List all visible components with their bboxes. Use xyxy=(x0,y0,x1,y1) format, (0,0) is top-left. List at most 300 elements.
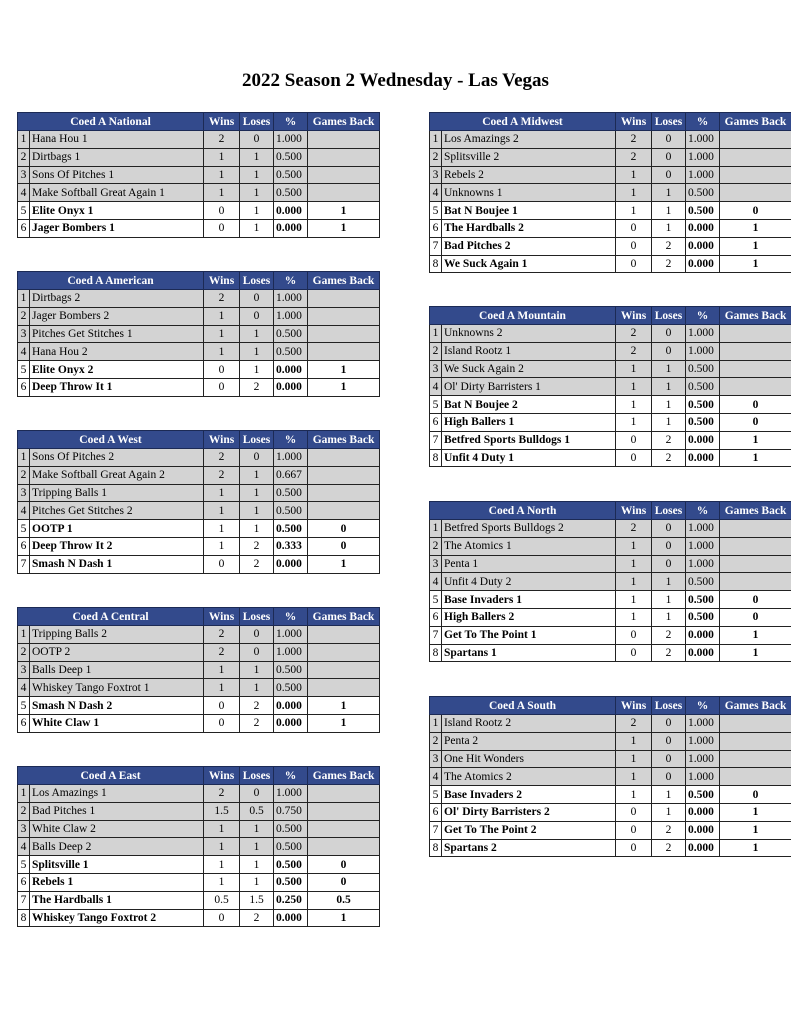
loses-cell: 0 xyxy=(652,537,686,555)
pct-cell: 0.000 xyxy=(686,626,720,644)
wins-cell: 0.5 xyxy=(204,891,240,909)
rank-cell: 2 xyxy=(18,307,30,325)
rank-cell: 2 xyxy=(430,537,442,555)
loses-cell: 2 xyxy=(240,537,274,555)
games-back-cell: 1 xyxy=(720,821,791,839)
loses-cell: 2 xyxy=(652,626,686,644)
pct-cell: 0.250 xyxy=(274,891,308,909)
games-back-cell xyxy=(308,184,380,202)
rank-cell: 4 xyxy=(430,768,442,786)
pct-cell: 0.500 xyxy=(274,873,308,891)
team-name-cell: Hana Hou 2 xyxy=(30,343,204,361)
table-row xyxy=(430,839,791,857)
rank-cell: 7 xyxy=(430,626,442,644)
games-back-cell xyxy=(720,360,791,378)
team-name-cell: Hana Hou 1 xyxy=(30,131,204,149)
loses-cell: 2 xyxy=(240,378,274,396)
loses-cell: 1 xyxy=(240,679,274,697)
games-back-cell xyxy=(308,838,380,856)
table-row xyxy=(18,378,380,396)
pct-cell: 0.500 xyxy=(686,378,720,396)
wins-cell: 1 xyxy=(204,520,240,538)
team-name-cell: Balls Deep 1 xyxy=(30,661,204,679)
team-name-cell: Dirtbags 1 xyxy=(30,148,204,166)
pct-cell: 0.500 xyxy=(686,786,720,804)
rank-cell: 1 xyxy=(18,449,30,467)
team-name-cell: Rebels 2 xyxy=(442,166,616,184)
loses-cell: 0 xyxy=(652,732,686,750)
division-name-header: Coed A East xyxy=(18,767,204,785)
loses-header: Loses xyxy=(240,608,274,626)
table-row xyxy=(18,466,380,484)
loses-header: Loses xyxy=(652,697,686,715)
rank-cell: 5 xyxy=(18,361,30,379)
table-row xyxy=(18,184,380,202)
games-back-cell xyxy=(720,768,791,786)
loses-cell: 0 xyxy=(652,148,686,166)
games-back-cell: 1 xyxy=(720,449,791,467)
wins-cell: 0 xyxy=(616,449,652,467)
pct-cell: 1.000 xyxy=(686,537,720,555)
team-name-cell: Ol' Dirty Barristers 2 xyxy=(442,803,616,821)
loses-cell: 2 xyxy=(240,697,274,715)
loses-cell: 0 xyxy=(652,768,686,786)
rank-cell: 6 xyxy=(430,608,442,626)
wins-cell: 2 xyxy=(204,131,240,149)
table-header-row xyxy=(18,767,380,785)
pct-cell: 1.000 xyxy=(686,520,720,538)
wins-cell: 0 xyxy=(204,714,240,732)
loses-header: Loses xyxy=(652,113,686,131)
rank-cell: 8 xyxy=(18,909,30,927)
team-name-cell: High Ballers 1 xyxy=(442,413,616,431)
games-back-cell: 0 xyxy=(720,202,791,220)
table-row xyxy=(18,555,380,573)
team-name-cell: Jager Bombers 2 xyxy=(30,307,204,325)
table-row xyxy=(18,131,380,149)
table-header-row xyxy=(18,113,380,131)
team-name-cell: White Claw 1 xyxy=(30,714,204,732)
pct-header: % xyxy=(274,767,308,785)
team-name-cell: Balls Deep 2 xyxy=(30,838,204,856)
team-name-cell: Make Softball Great Again 2 xyxy=(30,466,204,484)
pct-cell: 0.000 xyxy=(686,821,720,839)
team-name-cell: Spartans 2 xyxy=(442,839,616,857)
loses-cell: 1 xyxy=(240,502,274,520)
wins-cell: 1 xyxy=(204,502,240,520)
wins-cell: 1 xyxy=(616,750,652,768)
team-name-cell: The Atomics 2 xyxy=(442,768,616,786)
wins-cell: 1 xyxy=(616,555,652,573)
team-name-cell: Los Amazings 2 xyxy=(442,131,616,149)
table-row xyxy=(430,166,791,184)
loses-header: Loses xyxy=(240,767,274,785)
wins-cell: 1.5 xyxy=(204,802,240,820)
loses-cell: 1.5 xyxy=(240,891,274,909)
wins-cell: 2 xyxy=(204,290,240,308)
rank-cell: 5 xyxy=(430,396,442,414)
loses-cell: 2 xyxy=(652,839,686,857)
pct-header: % xyxy=(686,307,720,325)
rank-cell: 2 xyxy=(18,148,30,166)
pct-cell: 1.000 xyxy=(686,148,720,166)
wins-cell: 2 xyxy=(204,449,240,467)
team-name-cell: Sons Of Pitches 2 xyxy=(30,449,204,467)
rank-cell: 7 xyxy=(430,237,442,255)
games-back-cell xyxy=(308,343,380,361)
games-back-cell: 0 xyxy=(308,856,380,874)
loses-cell: 1 xyxy=(240,184,274,202)
table-row xyxy=(430,715,791,733)
table-row xyxy=(430,608,791,626)
games-back-cell xyxy=(720,715,791,733)
pct-cell: 0.500 xyxy=(686,573,720,591)
games-back-cell: 0 xyxy=(720,591,791,609)
team-name-cell: The Atomics 1 xyxy=(442,537,616,555)
games-back-cell xyxy=(308,785,380,803)
rank-cell: 2 xyxy=(430,148,442,166)
loses-cell: 1 xyxy=(240,856,274,874)
team-name-cell: Unfit 4 Duty 1 xyxy=(442,449,616,467)
wins-cell: 1 xyxy=(204,661,240,679)
team-name-cell: Bad Pitches 2 xyxy=(442,237,616,255)
wins-cell: 1 xyxy=(616,413,652,431)
table-row xyxy=(430,360,791,378)
games-back-cell xyxy=(308,466,380,484)
team-name-cell: Dirtbags 2 xyxy=(30,290,204,308)
team-name-cell: We Suck Again 1 xyxy=(442,255,616,273)
loses-cell: 1 xyxy=(240,325,274,343)
games-back-cell: 1 xyxy=(308,202,380,220)
pct-cell: 0.000 xyxy=(274,909,308,927)
pct-cell: 0.000 xyxy=(686,803,720,821)
loses-cell: 0 xyxy=(240,626,274,644)
team-name-cell: Bad Pitches 1 xyxy=(30,802,204,820)
wins-cell: 0 xyxy=(204,555,240,573)
loses-cell: 0 xyxy=(240,785,274,803)
wins-cell: 0 xyxy=(204,202,240,220)
team-name-cell: Penta 2 xyxy=(442,732,616,750)
table-row xyxy=(18,802,380,820)
table-row xyxy=(430,768,791,786)
rank-cell: 1 xyxy=(18,131,30,149)
pct-cell: 0.500 xyxy=(274,856,308,874)
games-back-cell xyxy=(720,555,791,573)
table-row xyxy=(430,786,791,804)
loses-cell: 1 xyxy=(652,786,686,804)
games-back-cell xyxy=(308,643,380,661)
table-row xyxy=(18,520,380,538)
pct-cell: 0.500 xyxy=(274,520,308,538)
loses-cell: 1 xyxy=(652,573,686,591)
team-name-cell: Unfit 4 Duty 2 xyxy=(442,573,616,591)
wins-cell: 0 xyxy=(204,697,240,715)
wins-cell: 1 xyxy=(616,768,652,786)
pct-cell: 0.500 xyxy=(686,184,720,202)
games-back-cell xyxy=(720,131,791,149)
loses-cell: 1 xyxy=(240,166,274,184)
games-back-cell: 1 xyxy=(720,626,791,644)
games-back-header: Games Back xyxy=(720,113,791,131)
table-row xyxy=(18,873,380,891)
rank-cell: 6 xyxy=(430,803,442,821)
pct-cell: 0.000 xyxy=(274,202,308,220)
rank-cell: 6 xyxy=(430,219,442,237)
pct-cell: 0.000 xyxy=(274,219,308,237)
rank-cell: 2 xyxy=(18,802,30,820)
rank-cell: 5 xyxy=(18,520,30,538)
games-back-cell: 0 xyxy=(720,413,791,431)
table-row xyxy=(430,325,791,343)
wins-cell: 1 xyxy=(616,396,652,414)
wins-cell: 1 xyxy=(204,873,240,891)
table-row xyxy=(18,290,380,308)
pct-cell: 0.667 xyxy=(274,466,308,484)
table-row xyxy=(18,343,380,361)
games-back-cell: 1 xyxy=(720,839,791,857)
loses-cell: 0 xyxy=(652,166,686,184)
loses-cell: 0 xyxy=(652,750,686,768)
table-row xyxy=(18,307,380,325)
pct-header: % xyxy=(686,697,720,715)
wins-cell: 1 xyxy=(616,732,652,750)
table-row xyxy=(18,679,380,697)
pct-cell: 1.000 xyxy=(686,768,720,786)
rank-cell: 6 xyxy=(430,413,442,431)
rank-cell: 3 xyxy=(18,166,30,184)
rank-cell: 1 xyxy=(430,325,442,343)
games-back-cell xyxy=(720,378,791,396)
games-back-cell xyxy=(308,484,380,502)
loses-cell: 2 xyxy=(240,555,274,573)
games-back-header: Games Back xyxy=(720,697,791,715)
rank-cell: 3 xyxy=(430,555,442,573)
rank-cell: 8 xyxy=(430,255,442,273)
loses-cell: 2 xyxy=(240,714,274,732)
games-back-cell xyxy=(308,802,380,820)
pct-cell: 0.500 xyxy=(274,184,308,202)
team-name-cell: Penta 1 xyxy=(442,555,616,573)
rank-cell: 8 xyxy=(430,839,442,857)
table-row xyxy=(430,626,791,644)
rank-cell: 3 xyxy=(430,750,442,768)
division-name-header: Coed A Central xyxy=(18,608,204,626)
rank-cell: 6 xyxy=(18,378,30,396)
games-back-cell xyxy=(720,732,791,750)
loses-cell: 0 xyxy=(652,715,686,733)
pct-cell: 0.000 xyxy=(686,644,720,662)
standings-table xyxy=(17,112,380,238)
pct-cell: 0.500 xyxy=(274,325,308,343)
table-row xyxy=(18,785,380,803)
team-name-cell: Elite Onyx 1 xyxy=(30,202,204,220)
rank-cell: 5 xyxy=(430,202,442,220)
table-row xyxy=(18,148,380,166)
games-back-cell xyxy=(308,449,380,467)
games-back-cell xyxy=(720,148,791,166)
wins-cell: 2 xyxy=(204,643,240,661)
table-row xyxy=(18,325,380,343)
wins-cell: 0 xyxy=(616,644,652,662)
team-name-cell: Make Softball Great Again 1 xyxy=(30,184,204,202)
pct-cell: 0.500 xyxy=(274,484,308,502)
loses-cell: 0 xyxy=(652,325,686,343)
loses-cell: 1 xyxy=(240,466,274,484)
loses-cell: 1 xyxy=(240,484,274,502)
games-back-header: Games Back xyxy=(308,272,380,290)
loses-cell: 0 xyxy=(652,555,686,573)
wins-cell: 1 xyxy=(204,679,240,697)
pct-cell: 0.750 xyxy=(274,802,308,820)
pct-cell: 0.500 xyxy=(686,591,720,609)
loses-cell: 2 xyxy=(652,255,686,273)
pct-cell: 1.000 xyxy=(686,342,720,360)
team-name-cell: Whiskey Tango Foxtrot 2 xyxy=(30,909,204,927)
loses-cell: 1 xyxy=(240,219,274,237)
rank-cell: 1 xyxy=(430,131,442,149)
games-back-header: Games Back xyxy=(308,431,380,449)
table-row xyxy=(18,537,380,555)
wins-cell: 2 xyxy=(616,148,652,166)
pct-cell: 1.000 xyxy=(274,449,308,467)
games-back-cell: 1 xyxy=(308,555,380,573)
rank-cell: 3 xyxy=(430,360,442,378)
pct-header: % xyxy=(274,272,308,290)
loses-cell: 1 xyxy=(652,184,686,202)
standings-table xyxy=(17,607,380,733)
pct-cell: 0.500 xyxy=(274,661,308,679)
wins-cell: 1 xyxy=(204,148,240,166)
team-name-cell: Spartans 1 xyxy=(442,644,616,662)
wins-cell: 1 xyxy=(204,484,240,502)
games-back-cell: 0 xyxy=(720,396,791,414)
wins-cell: 1 xyxy=(616,184,652,202)
loses-cell: 0 xyxy=(240,131,274,149)
loses-cell: 1 xyxy=(652,591,686,609)
wins-header: Wins xyxy=(204,113,240,131)
games-back-cell: 0 xyxy=(308,873,380,891)
pct-cell: 0.500 xyxy=(274,679,308,697)
wins-header: Wins xyxy=(616,502,652,520)
loses-cell: 0 xyxy=(240,290,274,308)
wins-cell: 1 xyxy=(204,184,240,202)
loses-cell: 1 xyxy=(240,202,274,220)
team-name-cell: Base Invaders 1 xyxy=(442,591,616,609)
loses-cell: 0 xyxy=(240,307,274,325)
team-name-cell: We Suck Again 2 xyxy=(442,360,616,378)
rank-cell: 4 xyxy=(430,573,442,591)
pct-cell: 1.000 xyxy=(274,643,308,661)
wins-cell: 2 xyxy=(616,342,652,360)
table-row xyxy=(430,255,791,273)
table-row xyxy=(18,202,380,220)
games-back-header: Games Back xyxy=(720,502,791,520)
wins-cell: 2 xyxy=(204,466,240,484)
team-name-cell: Pitches Get Stitches 1 xyxy=(30,325,204,343)
wins-cell: 1 xyxy=(616,378,652,396)
table-row xyxy=(18,626,380,644)
table-row xyxy=(18,502,380,520)
wins-cell: 1 xyxy=(204,343,240,361)
team-name-cell: Jager Bombers 1 xyxy=(30,219,204,237)
games-back-cell xyxy=(308,148,380,166)
games-back-cell xyxy=(308,502,380,520)
division-name-header: Coed A West xyxy=(18,431,204,449)
standings-table xyxy=(17,271,380,397)
rank-cell: 7 xyxy=(18,891,30,909)
pct-cell: 1.000 xyxy=(274,290,308,308)
wins-cell: 1 xyxy=(204,307,240,325)
games-back-cell: 0 xyxy=(308,537,380,555)
team-name-cell: Unknowns 1 xyxy=(442,184,616,202)
games-back-header: Games Back xyxy=(308,113,380,131)
pct-cell: 0.500 xyxy=(686,608,720,626)
division-name-header: Coed A North xyxy=(430,502,616,520)
pct-cell: 0.000 xyxy=(686,255,720,273)
games-back-cell: 1 xyxy=(308,219,380,237)
team-name-cell: Bat N Boujee 1 xyxy=(442,202,616,220)
pct-cell: 0.500 xyxy=(686,360,720,378)
team-name-cell: One Hit Wonders xyxy=(442,750,616,768)
table-header-row xyxy=(18,272,380,290)
wins-header: Wins xyxy=(616,307,652,325)
team-name-cell: Betfred Sports Bulldogs 1 xyxy=(442,431,616,449)
table-row xyxy=(430,732,791,750)
games-back-header: Games Back xyxy=(308,608,380,626)
table-row xyxy=(430,342,791,360)
pct-cell: 1.000 xyxy=(686,732,720,750)
table-row xyxy=(430,202,791,220)
pct-cell: 0.500 xyxy=(686,413,720,431)
loses-cell: 0 xyxy=(652,342,686,360)
games-back-cell xyxy=(308,679,380,697)
rank-cell: 5 xyxy=(18,856,30,874)
loses-cell: 1 xyxy=(240,148,274,166)
wins-cell: 0 xyxy=(204,909,240,927)
pct-cell: 0.000 xyxy=(274,361,308,379)
loses-cell: 2 xyxy=(652,449,686,467)
loses-cell: 1 xyxy=(652,413,686,431)
wins-header: Wins xyxy=(204,767,240,785)
division-name-header: Coed A American xyxy=(18,272,204,290)
loses-cell: 2 xyxy=(240,909,274,927)
table-header-row xyxy=(18,431,380,449)
standings-table xyxy=(17,766,380,927)
rank-cell: 6 xyxy=(18,219,30,237)
games-back-cell: 0 xyxy=(720,608,791,626)
games-back-cell: 1 xyxy=(308,909,380,927)
rank-cell: 1 xyxy=(18,626,30,644)
table-row xyxy=(430,821,791,839)
team-name-cell: Deep Throw It 1 xyxy=(30,378,204,396)
games-back-cell xyxy=(720,573,791,591)
wins-cell: 0 xyxy=(204,378,240,396)
loses-cell: 1 xyxy=(652,360,686,378)
team-name-cell: Rebels 1 xyxy=(30,873,204,891)
wins-cell: 1 xyxy=(616,360,652,378)
pct-cell: 0.500 xyxy=(274,166,308,184)
team-name-cell: OOTP 2 xyxy=(30,643,204,661)
pct-cell: 1.000 xyxy=(274,131,308,149)
rank-cell: 4 xyxy=(18,838,30,856)
team-name-cell: Bat N Boujee 2 xyxy=(442,396,616,414)
loses-cell: 1 xyxy=(652,396,686,414)
table-row xyxy=(18,909,380,927)
games-back-cell xyxy=(308,661,380,679)
wins-cell: 1 xyxy=(616,591,652,609)
loses-cell: 1 xyxy=(240,838,274,856)
games-back-cell: 1 xyxy=(720,803,791,821)
